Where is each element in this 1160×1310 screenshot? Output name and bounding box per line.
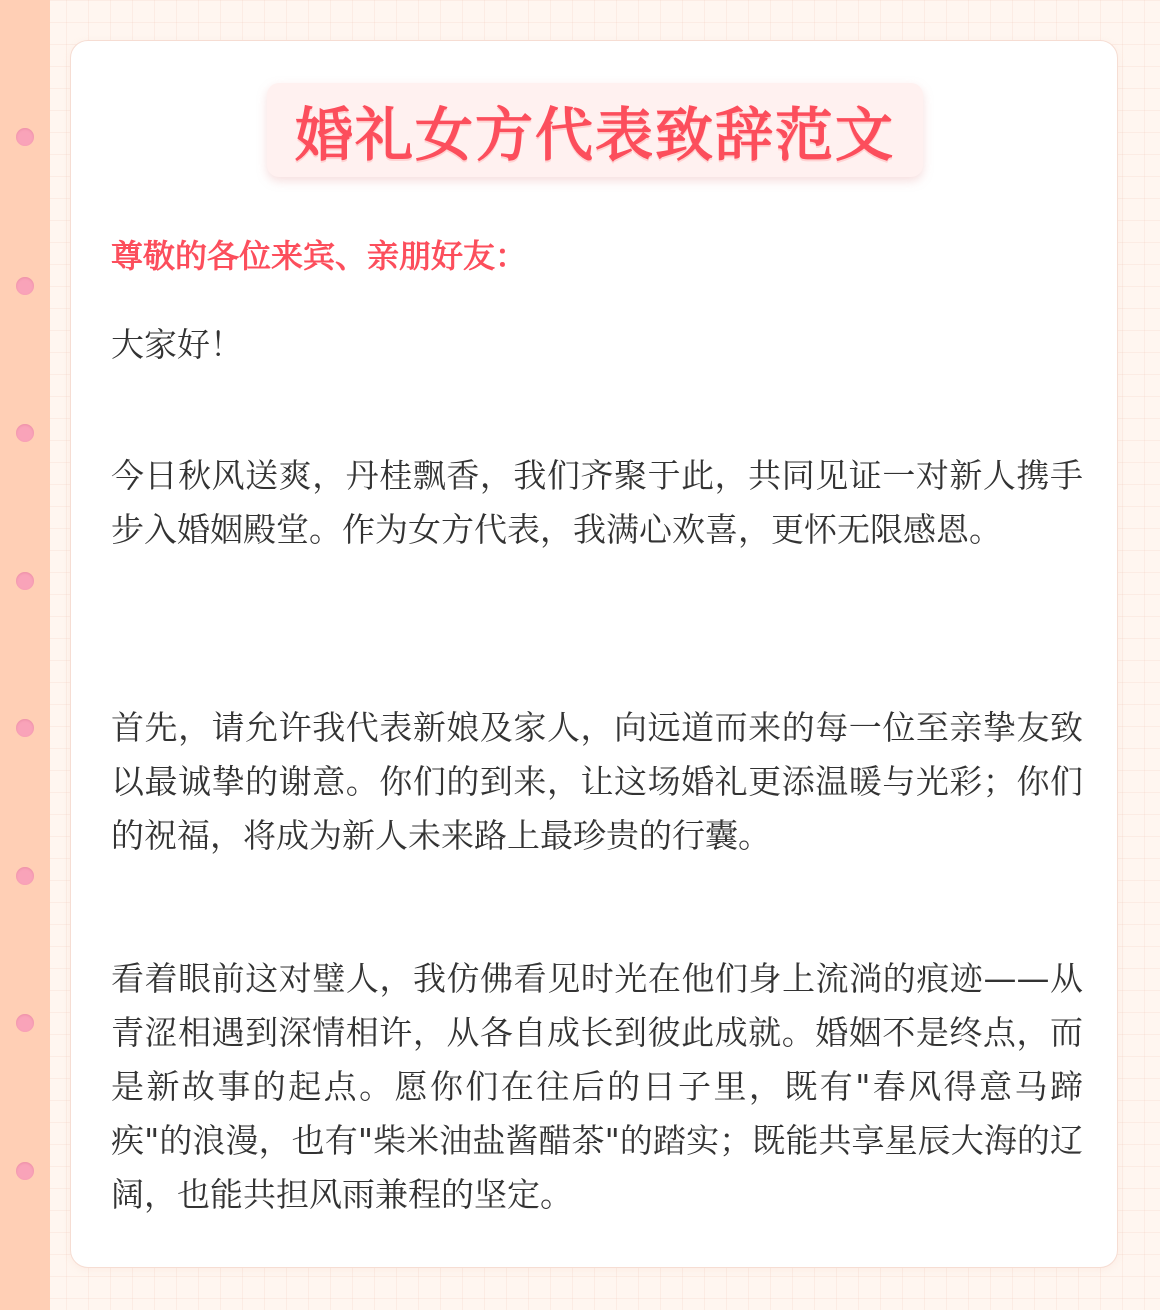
- notebook-binding-strip: [0, 0, 50, 1310]
- binding-ring-hole: [16, 277, 34, 295]
- paragraph-blessing: 看着眼前这对璧人，我仿佛看见时光在他们身上流淌的痕迹——从青涩相遇到深情相许，从各自成长到彼此成就。婚姻不是终点，而是新故事的起点。愿你们在往后的日子里，既有"春风得意马蹄疾"的浪漫，也有"柴米油盐酱醋茶"的踏实；既能共享星辰大海的辽阔，也能共担风雨兼程的坚定。: [111, 959, 1083, 1214]
- binding-ring-hole: [16, 1162, 34, 1180]
- paragraph-thanks: 首先，请允许我代表新娘及家人，向远道而来的每一位至亲挚友致以最诚挚的谢意。你们的到来，让这场婚礼更添温暖与光彩；你们的祝福，将成为新人未来路上最珍贵的行囊。: [111, 708, 1083, 855]
- binding-ring-hole: [16, 424, 34, 442]
- binding-ring-hole: [16, 572, 34, 590]
- binding-ring-hole: [16, 719, 34, 737]
- salutation: 尊敬的各位来宾、亲朋好友：: [111, 237, 528, 275]
- binding-ring-hole: [16, 128, 34, 146]
- speech-card: [70, 40, 1118, 1268]
- binding-ring-hole: [16, 867, 34, 885]
- binding-ring-hole: [16, 1014, 34, 1032]
- page-title: 婚礼女方代表致辞范文: [294, 101, 895, 169]
- title-banner: [267, 83, 923, 177]
- paragraph-opening: 今日秋风送爽，丹桂飘香，我们齐聚于此，共同见证一对新人携手步入婚姻殿堂。作为女方代表，我满心欢喜，更怀无限感恩。: [111, 456, 1083, 549]
- paragraph-hello: 大家好！: [111, 325, 243, 364]
